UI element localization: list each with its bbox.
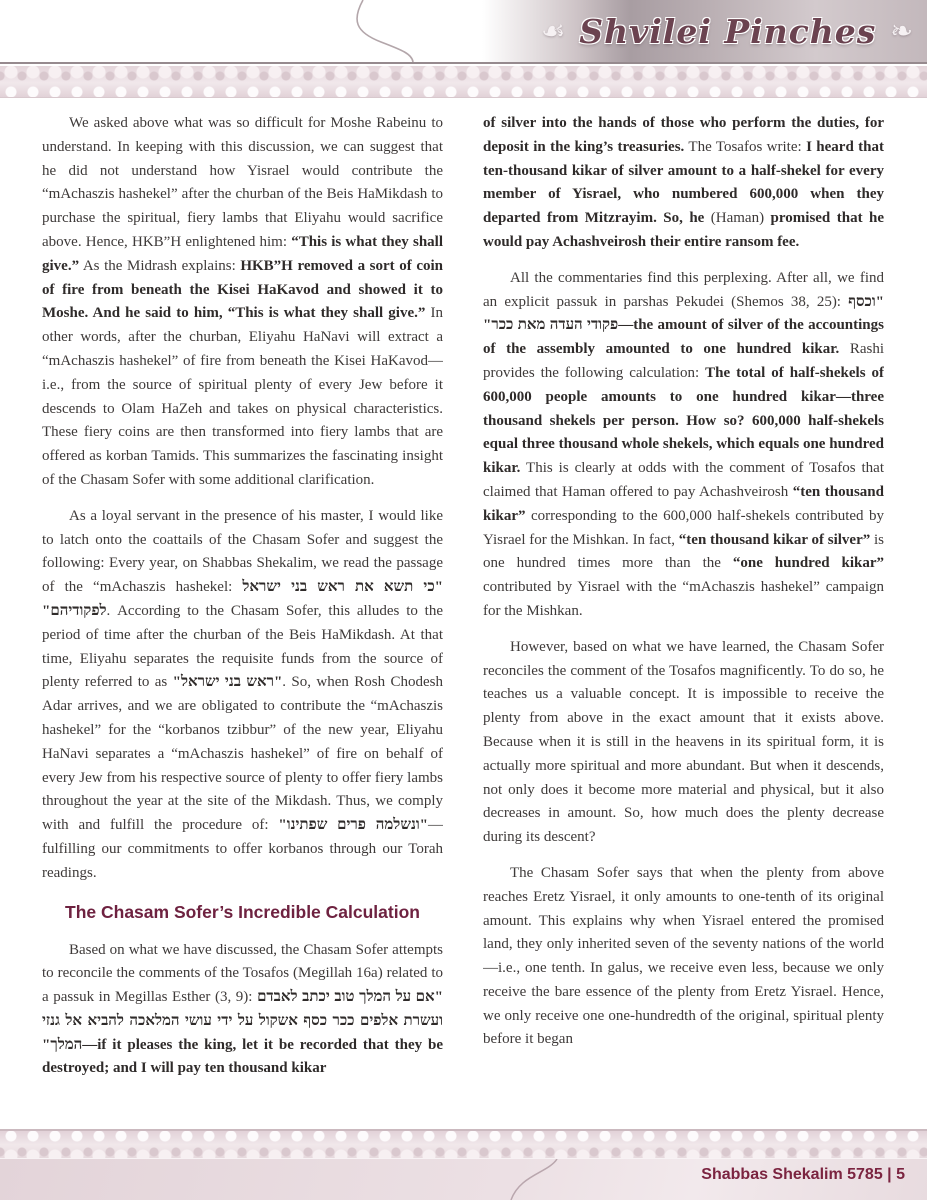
- swirl-ornament-left-icon: ☙: [541, 15, 566, 47]
- title-band: [541, 0, 913, 62]
- right-column: [483, 112, 884, 1129]
- paragraph: [42, 505, 443, 886]
- footer-swoosh-line: [0, 1159, 600, 1200]
- text-segment: The Chasam Sofer says that when the plenty from above reaches Eretz Yisrael, it only amounts to one-tenth of its original amount. This explains why when Yisrael entered the promised land, they only inherited seven of the seventy nations of the world—i.e., one tenth. In galus, we receive even less, because we only receive the bare essence of the plenty from Eretz Yisrael. Hence, we only receive one one-hundredth of the original, spiritual plenty before it began: [483, 864, 884, 1048]
- hebrew-phrase: "ראש בני ישראל": [172, 674, 283, 691]
- text-segment: All the commentaries find this perplexing. After all, we find an explicit passuk in parshas Pekudei (Shemos 38, 25):: [483, 269, 884, 310]
- text-segment: This is clearly at odds with the comment of Tosafos that claimed that Haman offered to pay Achashveirosh: [483, 460, 884, 500]
- header-swoosh-line: [0, 0, 450, 62]
- text-segment: HKB”H removed a sort of coin of fire from beneath the Kisei HaKavod and showed it to Moshe. And he said to him, “This is what they shall give.”: [42, 257, 443, 322]
- hebrew-phrase: "ונשלמה פרים שפתינו": [278, 817, 428, 834]
- text-segment: —fulfilling our commitments to offer korbanos through our Torah readings.: [42, 817, 443, 881]
- text-segment: contributed by Yisrael with the “mAchaszis hashekel” campaign for the Mishkan.: [483, 579, 884, 619]
- paragraph: [42, 112, 443, 493]
- hebrew-phrase: "וכסף פקודי העדה מאת ככר": [483, 293, 884, 334]
- hebrew-phrase: "כי תשא את ראש בני ישראל לפקודיהם": [42, 579, 443, 619]
- text-segment: “ten thousand kikar”: [483, 483, 884, 524]
- hebrew-phrase: "אם על המלך טוב יכתב לאבדם ועשרת אלפים ככר כסף אשקול על ידי עושי המלאכה להביא אל גנזי המלך": [42, 989, 443, 1053]
- text-segment: However, based on what we have learned, the Chasam Sofer reconciles the comment of the Tosafos magnificently. To do so, he teaches us a valuable concept. It is impossible to receive the plenty from above in the exact amount that it exists above. Because when it is still in the heavens in its spiritual form, it is actually more spiritual and more abundant. But when it descends, not only does it become more material and physical, but it also decreases in amount. So, how much does the plenty decrease during its descent?: [483, 638, 884, 846]
- page-header: [0, 0, 927, 64]
- text-segment: The Tosafos write:: [684, 138, 807, 155]
- text-segment: of silver into the hands of those who perform the duties, for deposit in the king’s treasuries.: [483, 115, 884, 155]
- text-segment: Based on what we have discussed, the Chasam Sofer attempts to reconcile the comments of the Tosafos (Megillah 16a) related to a passuk in Megillas Esther (3, 9):: [42, 941, 443, 1006]
- text-segment: . According to the Chasam Sofer, this alludes to the period of time after the churban of the Beis HaMikdash. At that time, Eliyahu separates the requisite funds from the source of plenty referred to as: [42, 602, 443, 691]
- text-segment: corresponding to the 600,000 half-shekels contributed by Yisrael for the Mishkan. In fact,: [483, 507, 884, 548]
- text-segment: I heard that ten-thousand kikar of silver amount to a half-shekel for every member of Yisrael, who numbered 600,000 when they departed from Mitzrayim. So, he: [483, 138, 884, 227]
- text-segment: is one hundred times more than the: [483, 531, 884, 572]
- text-segment: “This is what they shall give.”: [42, 233, 443, 274]
- text-segment: As a loyal servant in the presence of his master, I would like to latch onto the coattails of the Chasam Sofer and suggest the following: Every year, on Shabbas Shekalim, we read the passage of the “mAchaszis hashekel:: [42, 507, 443, 596]
- text-segment: Rashi provides the following calculation:: [483, 341, 884, 381]
- text-segment: As the Midrash explains:: [79, 257, 241, 274]
- paragraph: [483, 267, 884, 624]
- text-segment: In other words, after the churban, Eliyahu HaNavi will extract a “mAchaszis hashekel” of fire from beneath the Kisei HaKavod—i.e., from the source of spiritual plenty of every Jew before it descends to Olam HaZeh and takes on physical characteristics. These fiery coins are then transformed into fiery lambs that are offered as korban Tamids. This summarizes the fascinating insight of the Chasam Sofer with some additional clarification.: [42, 305, 443, 488]
- decorative-lace-border-top: [0, 64, 927, 98]
- section-heading: The Chasam Sofer’s Incredible Calculation: [65, 901, 420, 922]
- left-column: [42, 112, 443, 1129]
- publication-title: Shvilei Pinches: [579, 11, 877, 51]
- text-segment: The total of half-shekels of 600,000 people amounts to one hundred kikar—three thousand shekels per person. How so? 600,000 half-shekels equal three thousand whole shekels, which equals one hundred kikar.: [483, 364, 884, 477]
- page-footer: [0, 1158, 927, 1200]
- paragraph: [483, 862, 884, 1052]
- paragraph: [42, 939, 443, 1082]
- text-segment: “ten thousand kikar of silver”: [678, 531, 871, 548]
- text-segment: . So, when Rosh Chodesh Adar arrives, and we are obligated to contribute the “mAchaszis hashekel” for the “korbanos tzibbur” of the new year, Eliyahu HaNavi separates a “mAchaszis hashekel” of fire on behalf of every Jew from his respective source of plenty to offer fiery lambs throughout the year at the site of the Mikdash. Thus, we comply with and fulfill the procedure of:: [42, 674, 443, 834]
- paragraph: [483, 636, 884, 850]
- text-segment: —the amount of silver of the accountings of the assembly amounted to one hundred kikar.: [483, 317, 884, 358]
- footer-label: Shabbas Shekalim 5785 | 5: [701, 1166, 905, 1183]
- text-segment: “one hundred kikar”: [732, 555, 884, 572]
- text-segment: (Haman): [710, 210, 771, 227]
- text-segment: We asked above what was so difficult for Moshe Rabeinu to understand. In keeping with this discussion, we can suggest that he did not understand how Yisrael would contribute the “mAchaszis hashekel” after the churban of the Beis HaMikdash to purchase the spiritual, fiery lambs that Eliyahu would sacrifice above. Hence, HKB”H enlightened him:: [42, 115, 443, 250]
- text-segment: promised that he would pay Achashveirosh their entire ransom fee.: [483, 210, 884, 250]
- paragraph: [483, 112, 884, 255]
- swirl-ornament-right-icon: ❧: [890, 15, 913, 47]
- text-segment: —if it pleases the king, let it be recorded that they be destroyed; and I will pay ten thousand kikar: [42, 1036, 443, 1077]
- article-body: [0, 98, 927, 1129]
